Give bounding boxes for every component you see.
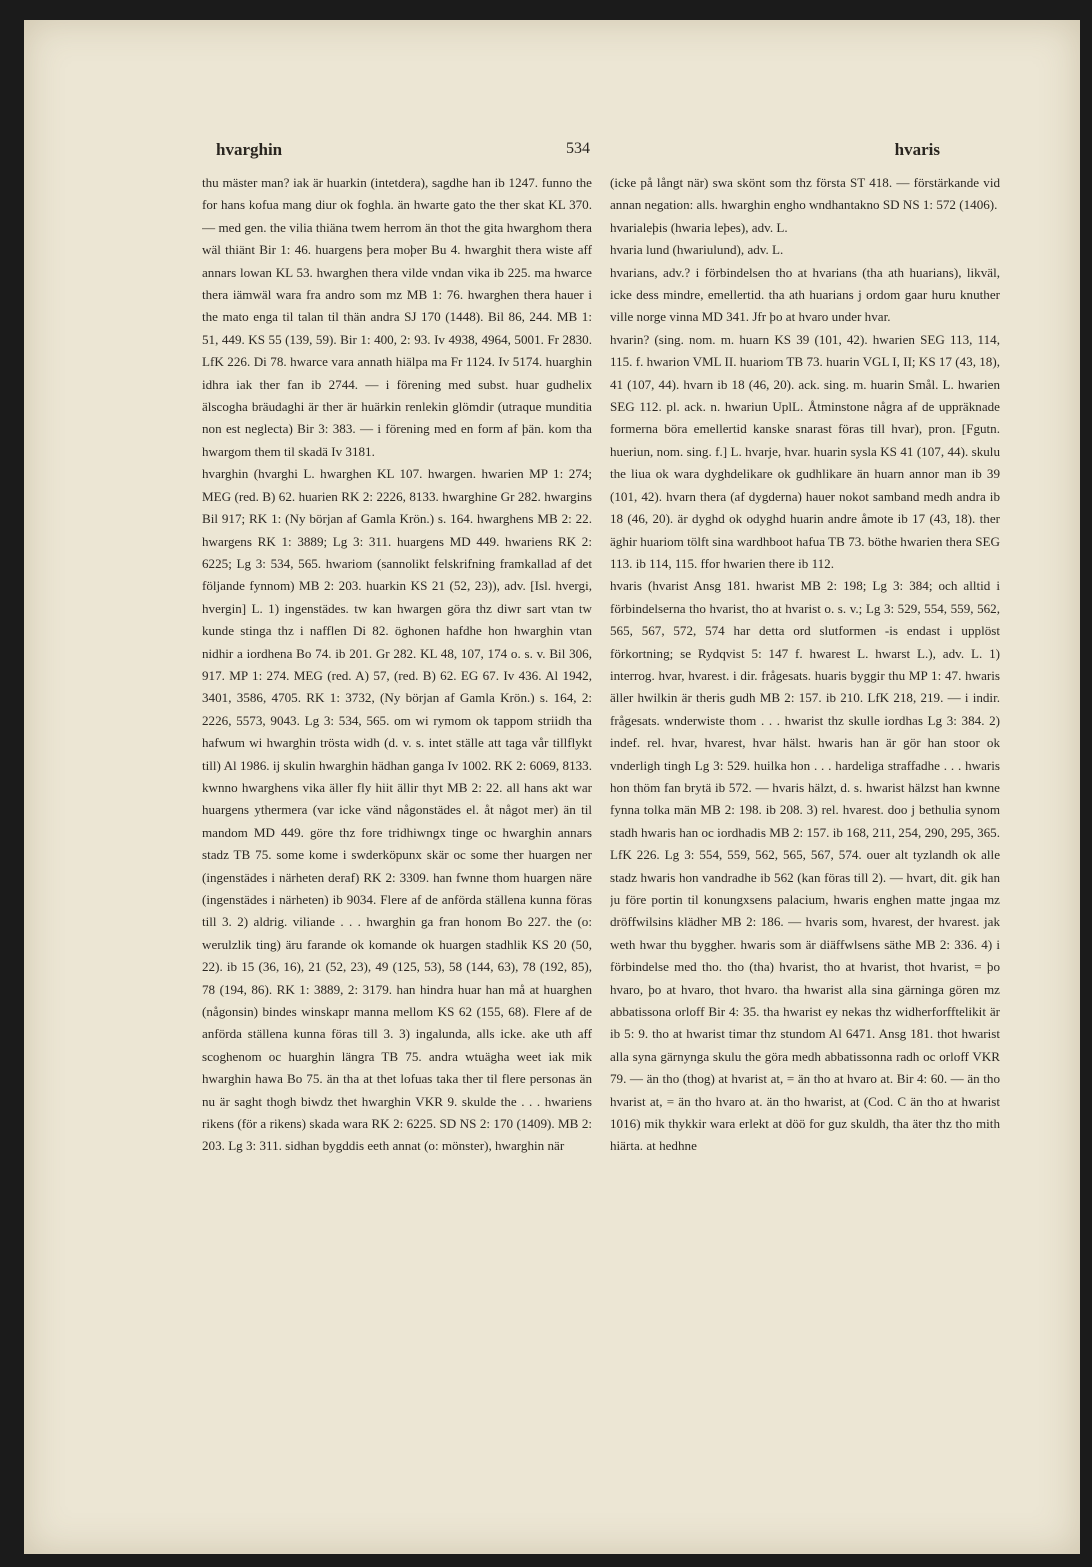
left-running-headword: hvarghin: [216, 140, 283, 159]
entry-paragraph: hvarians, adv.? i förbindelsen tho at hvarians (tha ath huarians), likväl, icke dess mindre, emellertid. tha ath huarians j ordom gaar huru knuther ville norge vinna MD 341. Jfr þo at hvaro under hvar.: [610, 264, 1000, 325]
page-number: 534: [566, 140, 590, 157]
entry-paragraph: hvaris (hvarist Ansg 181. hwarist MB 2: 198; Lg 3: 384; och alltid i förbindelserna tho hvarist, tho at hvarist o. s. v.; Lg 3: 529, 554, 559, 562, 565, 567, 572, 574 har detta ord slutformen -is endast i upplöst förkortning; se Rydqvist 5: 147 f. hwarest L. hwarst L.), adv. L. 1) interrog. hvar, hvarest. i dir. frågesats. huaris byggir thu MP 1: 47. hwaris äller hwilkin är theris gudh MB 2: 157. ib 210. LfK 218, 219. — i indir. frågesats. wnderwiste thom . . . hwarist thz skulle iordhas Lg 3: 384. 2) indef. rel. hvar, hvarest, hvar hälst. hwaris han är gör han stoor ok vnderligh tingh Lg 3: 529. huilka hon . . . hardeliga straffadhe . . . hwaris hon thöm fan brytä ib 572. — hvaris hälzt, d. s. hwarist hälzst han kwnne fynna tolka män MB 2: 198. ib 208. 3) rel. hvarest. doo j bethulia synom stadh hwaris han oc iordhadis MB 2: 157. ib 168, 211, 254, 290, 295, 365. LfK 226. Lg 3: 554, 559, 562, 565, 567, 574. ouer alt tyzlandh ok alle stadz hwaris hon vandradhe ib 562 (kan föras till 2). — hvart, dit. gik han ju före portin til konungxsens palacium, hwaris enghen matte jngaa mz dröffwilsins klädher MB 2: 186. — hvaris som, hvarest, der hvarest. jak weth hwar thu byggher. hwaris som är diäffwlsens säthe MB 2: 336. 4) i förbindelse med tho. tho (tha) hvarist, tho at hvarist, thot hvarist, = þo hvaro, þo at hvaro, thot hvaro. tha hwarist alla sina gärninga gören mz abbatissona orloff Bir 4: 35. tha hwarist ey nekas thz widherforfftelikit är ib 5: 9. tho at hwarist timar thz stundom Al 6471. Ansg 181. thot hwarist alla syna gärnynga skulu the göra medh abbatissonna radh oc orloff VKR 79. — än tho (thog) at hvarist at, = än tho at hvaro at. Bir 4: 60. — än tho hvarist at, = än tho hvaro at. än tho hwarist, at (Cod. C än tho at hwarist 1016) mik thykkir wara erlekt at döö for guz skuldh, tha äter thz tho mith hiärta. at hedhne: [610, 578, 1000, 1154]
running-header: [216, 140, 940, 164]
entry-paragraph: hvaria lund (hwariulund), adv. L.: [610, 242, 784, 258]
right-column: [610, 172, 1000, 1552]
entry-paragraph: (icke på långt när) swa skönt som thz första ST 418. — förstärkande vid annan negation: alls. hwarghin engho wndhantakno SD NS 1: 572 (1406).: [610, 175, 1000, 213]
right-running-headword: hvaris: [894, 140, 940, 159]
entry-paragraph: hvarghin (hvarghi L. hwarghen KL 107. hwargen. hwarien MP 1: 274; MEG (red. B) 62. huarien RK 2: 2226, 8133. hwarghine Gr 282. hwargins Bil 917; RK 1: (Ny början af Gamla Krön.) s. 164. hwarghens MB 2: 22. hwargens RK 1: 3889; Lg 3: 311. huargens MD 449. hwariens RK 2: 6225; Lg 3: 534, 565. hwariom (sannolikt felskrifning framkallad af det följande fynnom) MB 2: 203. huarkin KS 21 (52, 23)), adv. [Isl. hvergi, hvergin] L. 1) ingenstädes. tw kan hwargen göra thz diwr sart vtan tw kunde stinga thz i nafflen Di 82. öghonen hafdhe hon hwarghin vtan nidhir a iordhena Bo 74. ib 201. Gr 282. KL 48, 107, 174 o. s. v. Bil 306, 917. MP 1: 274. MEG (red. A) 57, (red. B) 62. EG 67. Iv 436. Al 1942, 3401, 3586, 4705. RK 1: 3732, (Ny början af Gamla Krön.) s. 164, 2: 2226, 5573, 9043. Lg 3: 534, 565. om wi rymom ok tappom striidh tha hafwum wi hwarghin trösta widh (d. v. s. intet ställe att taga vår tillflykt till) Al 1986. ij skulin hwarghin hädhan ganga Iv 1002. RK 2: 6069, 8133. kwnno hwarghens vika äller fly hiit ällir thyt MB 2: 22. all hans akt war huargens ythermera (var icke vänd någonstädes el. åt något mer) än til mandom MD 449. göre thz fore tridhiwngx tinge oc hwarghin annars stadz TB 75. some kome i swderköpunx skär oc some ther huargen ner (ingenstädes i närheten deraf) RK 2: 3309. han fwnne thom huargen näre (ingenstädes i närheten) ib 9034. Flere af de anförda ställena kunna föras till 3. 2) aldrig. viliande . . . hwarghin ga fran honom Bo 227. the (o: werulzlik ting) äru farande ok komande ok huargen stadhlik KS 20 (50, 22). ib 15 (36, 16), 21 (52, 23), 49 (125, 53), 58 (144, 63), 78 (192, 85), 78 (194, 86). RK 1: 3889, 2: 3179. han hindra huar han må at huarghen (någonsin) bindes winskapr manna mellom KS 62 (155, 68). Flere af de anförda ställena kunna föras till 3. 3) ingalunda, alls icke. ake uth aff scoghenom oc huarghin längra TB 75. andra wtuägha weet iak mik hwarghin hawa Bo 75. än tha at thet lofuas taka ther til flere personas än nu är saght thogh biwdz thet hwarghin VKR 9. skulde the . . . hwariens rikens (för a rikens) skada wara RK 2: 6225. SD NS 2: 170 (1409). MB 2: 203. Lg 3: 311. sidhan bygddis eeth annat (o: mönster), hwarghin när: [202, 466, 592, 1154]
entry-paragraph: thu mäster man? iak är huarkin (intetdera), sagdhe han ib 1247. funno the for hans kofua mang diur ok foghla. än hwarte gato the ther skat KL 370. — med gen. the vilia thiäna twem herrom än thot the gita hwarghom thera wäl thiänt Bir 1: 46. huargens þera moþer Bu 4. hwarghit thera wiste aff annars lowan KL 53. hwarghen thera vilde vndan vika ib 225. ma hwarce thera iämwäl wara fra andro som mz MB 1: 76. hwarghen thera hauer i the mato enga til talan til thän andra SJ 170 (1448). Bil 86, 244. MB 1: 51, 449. KS 55 (139, 59). Bir 1: 400, 2: 93. Iv 4938, 4964, 5001. Fr 2830. LfK 226. Di 78. hwarce vara annath hiälpa ma Fr 1124. Iv 5174. huarghin idhra iak ther fan ib 2744. — i förening med subst. huar gudhelix älscogha bräudaghi är ther är huärkin renlekin glömdir (utraque munditia non est neglecta) Bir 3: 383. — i förening med en form af þän. kom tha hwargom them til skadä Iv 3181.: [202, 175, 592, 459]
left-column: [202, 172, 592, 1552]
entry-paragraph: hvarialeþis (hwaria leþes), adv. L.: [610, 219, 788, 235]
entry-paragraph: hvarin? (sing. nom. m. huarn KS 39 (101, 42). hwarien SEG 113, 114, 115. f. hwarion VML II. huariom TB 73. huarin VGL I, II; KS 17 (43, 18), 41 (107, 44). hvarn ib 18 (46, 20). ack. sing. m. huarin Smål. L. hwarien SEG 112. pl. ack. n. hwariun UplL. Åtminstone några af de uppräknade formerna böra emellertid kanske snarast föras till hvar), pron. [Fgutn. hueriun, nom. sing. f.] L. hvarje, hvar. huarin sysla KS 41 (107, 44). skulu the liua ok wara dyghdelikare ok gudhlikare än huarn annor man ib 39 (101, 42). hvarn thera (af dygderna) hauer nokot samband medh andra ib 18 (46, 20). är dyghd ok odyghd huarin andre åmote ib 17 (43, 18). ther äghir huariom tölft sina wardhboot hafua TB 73. böthe hwarien thera SEG 113. ib 114, 115. ffor hwarien there ib 112.: [610, 331, 1000, 571]
dictionary-page: [24, 20, 1080, 1554]
